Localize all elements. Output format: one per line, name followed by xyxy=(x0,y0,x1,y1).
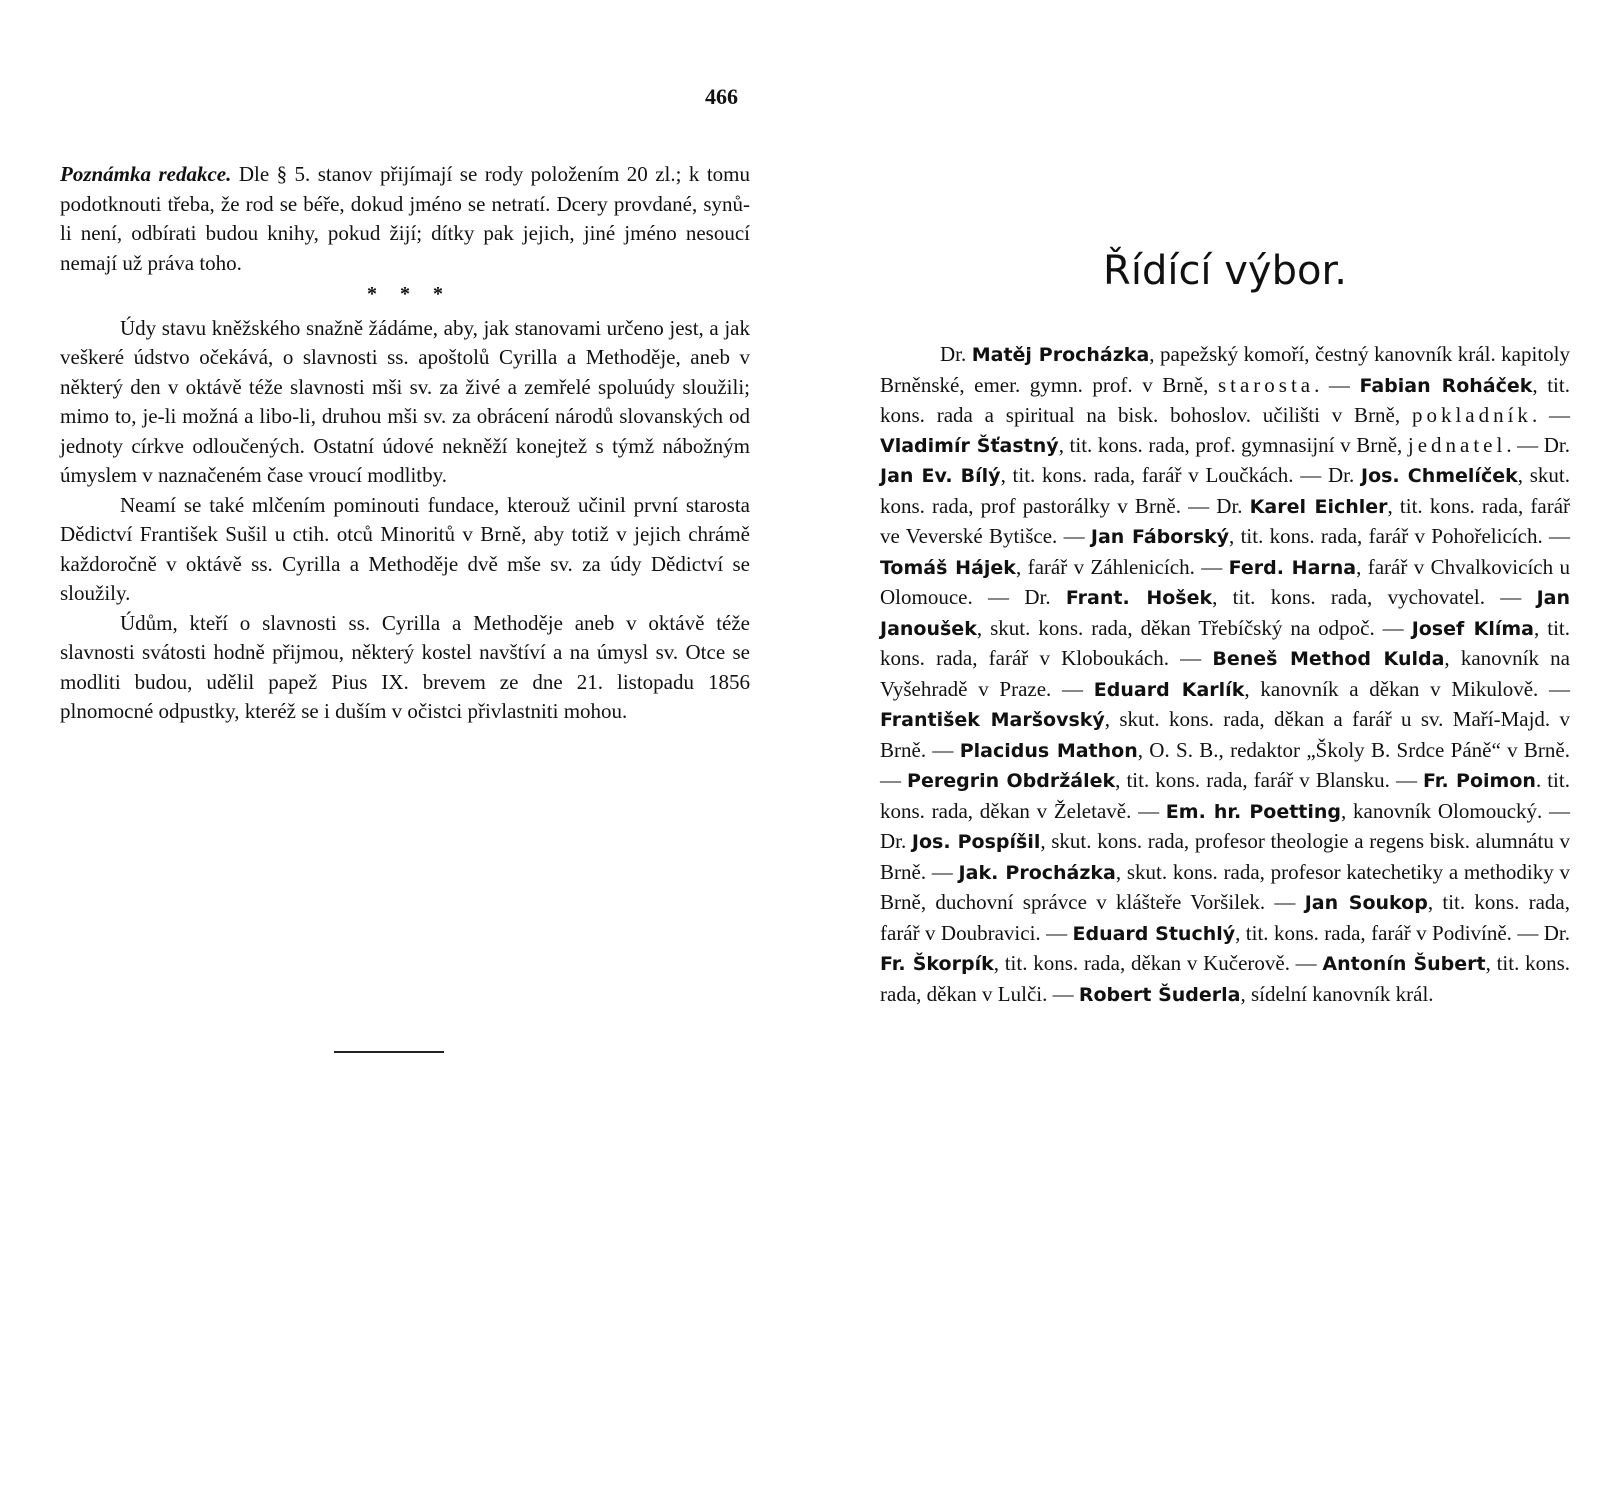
member-text: . — Dr. xyxy=(1506,432,1571,457)
member-text: , tit. kons. rada, farář ve Veverské Bytišce. — xyxy=(880,493,1571,548)
member-name: Ferd. Harna xyxy=(1228,556,1357,579)
member-name: Em. hr. Poetting xyxy=(1165,800,1342,823)
member-name: Fr. Poimon xyxy=(1423,770,1536,792)
member-name: Jan Janoušek xyxy=(880,587,1570,640)
member-text: , farář v Chvalkovicích u Olomouce. — Dr. xyxy=(880,554,1571,609)
member-name: Jos. Chmelíček xyxy=(1361,465,1518,487)
member-text: , tit. kons. rada, farář v Doubravici. — xyxy=(880,890,1571,945)
committee-title: Řídící výbor. xyxy=(1103,248,1347,294)
member-name: Jan Fáborský xyxy=(1090,526,1230,548)
member-text: , tit. kons. rada, děkan v Lulči. — xyxy=(880,951,1570,1006)
member-name: Beneš Method Kulda xyxy=(1212,648,1445,670)
member-text: , skut. kons. rada, profesor theologie a regens bisk. alumnátu v Brně. — xyxy=(880,829,1570,884)
member-name: Jak. Procházka xyxy=(958,861,1116,884)
member-text: , skut. kons. rada, prof pastorálky v Brně. — Dr. xyxy=(880,463,1570,518)
end-rule xyxy=(334,1051,444,1053)
member-text: , tit. kons. rada, vychovatel. — xyxy=(1212,585,1537,609)
member-text: . — xyxy=(1531,403,1570,427)
member-text: . — xyxy=(1314,372,1360,397)
member-name: Eduard Karlík xyxy=(1093,678,1245,701)
member-text: , skut. kons. rada, děkan a farář u sv. Maří-Majd. v Brně. — xyxy=(880,707,1570,762)
member-role: jednatel xyxy=(1407,432,1507,457)
member-role: starosta xyxy=(1217,372,1315,397)
member-text: , kanovník na Vyšehradě v Praze. — xyxy=(880,646,1570,701)
member-text: Dr. xyxy=(940,342,972,366)
editorial-note xyxy=(60,160,750,278)
member-text: , kanovník a děkan v Mikulově. — xyxy=(1244,676,1570,701)
paragraph-indulgence: Údům, kteří o slavnosti ss. Cyrilla a Methoděje aneb v oktávě téže slavnosti svátosti hodně přijmou, některý kostel navštíví a na úmysl sv. Otce se modliti budou, udělil papež Pius IX. brevem ze dne 21. listopadu 1856 plnomocné odpustky, kteréž se i duším v očistci přivlastniti mohou. xyxy=(60,610,750,723)
editorial-note-label: Poznámka redakce. xyxy=(60,162,232,186)
paragraph-priests: Údy stavu kněžského snažně žádáme, aby, jak stanovami určeno jest, a jak veškeré údstvo očekává, o slavnosti ss. apoštolů Cyrilla a Methoděje, aneb v některý den v oktávě téže slavnosti mši sv. za živé a zemřelé spoluúdy sloužili; mimo to, je-li možná a libo-li, druhou mši sv. za obrácení národů slovanských od jednoty církve odloučených. Ostatní údové nekněží konejtež s týmž nábožným úmyslem v naznačeném čase vroucí modlitby. xyxy=(60,315,750,487)
right-column xyxy=(880,340,1570,1010)
member-name: Jan Ev. Bílý xyxy=(880,465,1001,487)
member-name: Frant. Hošek xyxy=(1065,587,1213,609)
member-text: , tit. kons. rada, farář v Blansku. — xyxy=(1115,768,1424,792)
section-separator-stars: * * * xyxy=(367,283,443,305)
left-column xyxy=(60,160,750,727)
member-name: Jan Soukop xyxy=(1304,892,1428,914)
member-name: Robert Šuderla xyxy=(1078,983,1241,1006)
member-text: , tit. kons. rada, farář v Pohořelicích. — xyxy=(1229,524,1571,548)
member-name: Fabian Roháček xyxy=(1359,374,1533,397)
member-text: , tit. kons. rada a spiritual na bisk. bohoslov. učilišti v Brně, xyxy=(880,372,1570,427)
member-text: . tit. kons. rada, děkan v Želetavě. — xyxy=(880,768,1570,823)
member-text: , tit. kons. rada, farář v Kloboukách. — xyxy=(880,615,1570,670)
member-name: Matěj Procházka xyxy=(971,344,1150,366)
member-text: , skut. kons. rada, profesor katechetiky a methodiky v Brně, duchovní správce v klášteře Voršilek. — xyxy=(880,859,1570,914)
member-text: , papežský komoří, čestný kanovník král. kapitoly Brněnské, emer. gymn. prof. v Brně, xyxy=(880,342,1570,397)
member-name: Fr. Škorpík xyxy=(880,953,994,975)
page-number: 466 xyxy=(705,84,738,109)
committee-members-list xyxy=(880,340,1570,1010)
member-text: , O. S. B., redaktor „Školy B. Srdce Páně“ v Brně. — xyxy=(880,737,1570,792)
paragraph-foundation: Neamí se také mlčením pominouti fundace, kterouž učinil první starosta Dědictví František Sušil u ctih. otců Minoritů v Brně, aby totiž v jejich chrámě každoročně v oktávě ss. Cyrilla a Methoděje dvě mše sv. za údy Dědictví se sloužily. xyxy=(60,492,750,605)
member-text: , tit. kons. rada, prof. gymnasijní v Brně, xyxy=(1058,432,1408,457)
member-name: Antonín Šubert xyxy=(1322,953,1486,975)
member-role: pokladník xyxy=(1411,403,1532,427)
member-text: , sídelní kanovník král. xyxy=(1240,981,1434,1006)
member-name: František Maršovský xyxy=(880,709,1105,731)
member-name: Vladimír Šťastný xyxy=(880,434,1059,457)
member-text: , farář v Záhlenicích. — xyxy=(1015,554,1229,579)
editorial-note-text: Dle § 5. stanov přijímají se rody položením 20 zl.; k tomu podotknouti třeba, že rod se béře, dokud jméno se netratí. Dcery provdané, synů-li není, odbírati budou knihy, pokud žijí; dítky pak jejich, jiné jméno nesoucí nemají už práva toho. xyxy=(60,162,751,275)
member-name: Josef Klíma xyxy=(1411,617,1534,640)
member-text: , skut. kons. rada, děkan Třebíčský na odpoč. — xyxy=(976,615,1412,640)
member-text: , tit. kons. rada, farář v Loučkách. — Dr. xyxy=(1000,463,1361,487)
member-name: Peregrin Obdržálek xyxy=(907,770,1116,792)
member-name: Placidus Mathon xyxy=(959,739,1138,762)
member-text: , tit. kons. rada, děkan v Kučerově. — xyxy=(993,951,1323,975)
member-name: Karel Eichler xyxy=(1249,495,1388,518)
member-name: Tomáš Hájek xyxy=(880,556,1016,579)
member-text: , tit. kons. rada, farář v Podivíně. — Dr. xyxy=(1235,920,1571,945)
member-text: , kanovník Olomoucký. — Dr. xyxy=(880,798,1570,853)
member-name: Eduard Stuchlý xyxy=(1072,922,1236,945)
member-name: Jos. Pospíšil xyxy=(911,831,1041,853)
